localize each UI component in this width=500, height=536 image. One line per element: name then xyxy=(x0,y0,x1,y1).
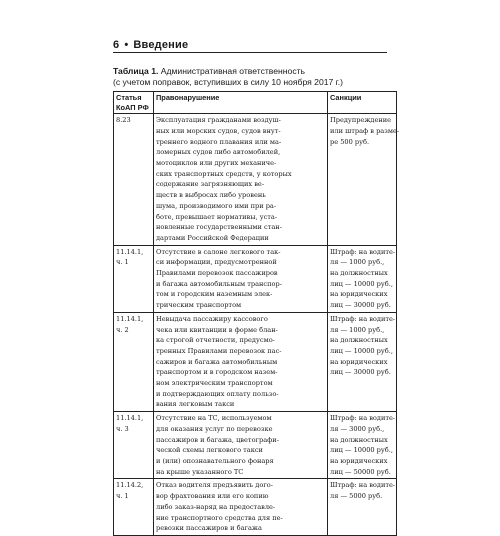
offense-cell-line: транспортом и в городском назем- xyxy=(156,368,278,377)
article-cell xyxy=(114,479,154,536)
offense-cell xyxy=(154,245,328,312)
offense-cell-line: дартами Российской Федерации xyxy=(156,233,269,242)
offense-cell xyxy=(154,114,328,245)
sanction-cell-line: лиц — 10000 руб., xyxy=(330,446,393,455)
sanction-cell-line: Штраф: на водите- xyxy=(330,414,396,423)
article-cell xyxy=(114,245,154,312)
article-cell-line: 11.14.2, xyxy=(116,481,144,490)
column-header-article: Статья КоАП РФ xyxy=(114,92,154,114)
table-caption xyxy=(113,66,403,87)
column-header-offense: Правонарушение xyxy=(154,92,328,114)
running-head xyxy=(113,39,188,51)
table-row xyxy=(114,312,397,411)
article-cell xyxy=(114,312,154,411)
header-rule xyxy=(113,52,387,53)
column-header-sanction: Санкции xyxy=(328,92,397,114)
sanction-cell-line: ля — 5000 руб. xyxy=(330,492,383,501)
offense-cell-line: пассажиров и багажа, цветографи- xyxy=(156,435,279,444)
offense-cell-line: ских транспортных средств, у которых xyxy=(156,169,292,178)
offense-cell-line: Невыдача пассажиру кассового xyxy=(156,314,268,323)
table-header-row xyxy=(114,92,397,114)
caption-note: (с учетом поправок, вступивших в силу 10 ноября 2017 г.) xyxy=(113,76,344,87)
offense-cell-line: треннего водного плавания или ма- xyxy=(156,137,282,146)
sanction-cell xyxy=(328,245,397,312)
offense-cell-line: Отказ водителя предъявить дого- xyxy=(156,481,273,490)
offense-cell-line: боте, превышает нормативы, уста- xyxy=(156,212,278,221)
sanction-cell xyxy=(328,114,400,245)
article-cell-line: ч. 1 xyxy=(116,258,129,267)
offense-cell-line: и (или) опознавательного фонаря xyxy=(156,456,274,465)
sanction-cell-line: лиц — 30000 руб. xyxy=(330,301,391,310)
offense-cell-line: и подтверждающих оплату пользо- xyxy=(156,389,279,398)
sanction-cell-line: ля — 1000 руб., xyxy=(330,258,385,267)
offense-cell-line: Отсутствие на ТС, используемом xyxy=(156,414,272,423)
article-cell-line: ч. 3 xyxy=(116,424,129,433)
offense-cell-line: ломерных судов либо автомобилей, xyxy=(156,148,281,157)
caption-title: Административная ответственность xyxy=(160,66,306,76)
offense-cell-line: на крыше указанного ТС xyxy=(156,467,244,476)
table-row xyxy=(114,479,397,536)
sanction-cell-line: лиц — 10000 руб., xyxy=(330,279,393,288)
article-cell-line: 11.14.1, xyxy=(116,314,144,323)
article-cell-line: 11.14.1, xyxy=(116,414,144,423)
offense-cell-line: и багажа автомобильным транспор- xyxy=(156,279,282,288)
offense-cell xyxy=(154,479,328,536)
offense-cell-line: ка строгой отчетности, предусмо- xyxy=(156,336,275,345)
sanction-cell-line: лиц — 30000 руб. xyxy=(330,368,391,377)
sanctions-table xyxy=(113,91,400,536)
offense-cell-line: ревозки пассажиров и багажа xyxy=(156,524,262,533)
sanction-cell-line: ля — 3000 руб., xyxy=(330,424,385,433)
sanction-cell-line: на юридических xyxy=(330,456,388,465)
sanction-cell-line: Штраф: на водите- xyxy=(330,481,396,490)
offense-cell-line: содержание загрязняющих ве- xyxy=(156,180,265,189)
sanction-cell xyxy=(328,312,397,411)
sanction-cell-line: на юридических xyxy=(330,357,388,366)
caption-label: Таблица 1. xyxy=(113,66,159,76)
offense-cell-line: Эксплуатация гражданами воздуш- xyxy=(156,116,281,125)
offense-cell-line: для оказания услуг по перевозке xyxy=(156,424,273,433)
sanction-cell-line: на должностных xyxy=(330,435,388,444)
article-cell-line: 8.23 xyxy=(116,116,131,125)
offense-cell-line: вания легковым такси xyxy=(156,400,235,409)
offense-cell xyxy=(154,312,328,411)
offense-cell xyxy=(154,412,328,479)
table-body xyxy=(114,114,400,536)
sanction-cell-line: Штраф: на водите- xyxy=(330,314,396,323)
offense-cell-line: Отсутствие в салоне легкового так- xyxy=(156,247,281,256)
offense-cell-line: Правилами перевозок пассажиров xyxy=(156,269,278,278)
sanction-cell xyxy=(328,412,397,479)
page-number: 6 xyxy=(113,39,120,51)
bullet-separator: • xyxy=(124,39,129,51)
offense-cell-line: том и городским наземным элек- xyxy=(156,290,273,299)
offense-cell-line: шума, производимого ими при ра- xyxy=(156,201,277,210)
sanction-cell xyxy=(328,479,397,536)
table-row xyxy=(114,245,397,312)
offense-cell-line: либо заказ-наряд на предоставле- xyxy=(156,502,276,511)
sanction-cell-line: или штраф в разме- xyxy=(330,126,400,135)
sanction-cell-line: Предупреждение xyxy=(330,116,392,125)
offense-cell-line: ном электрическим транспортом xyxy=(156,379,273,388)
sanction-cell-line: на юридических xyxy=(330,290,388,299)
section-title: Введение xyxy=(133,39,189,51)
article-cell-line: 11.14.1, xyxy=(116,247,144,256)
sanction-cell-line: Штраф: на водите- xyxy=(330,247,396,256)
table-row xyxy=(114,412,397,479)
table-row xyxy=(114,114,397,245)
sanction-cell-line: на должностных xyxy=(330,336,388,345)
article-cell xyxy=(114,114,154,245)
offense-cell-line: чека или квитанции в форме блан- xyxy=(156,325,278,334)
sanction-cell-line: лиц — 10000 руб., xyxy=(330,346,393,355)
offense-cell-line: ных или морских судов, судов внут- xyxy=(156,126,281,135)
offense-cell-line: сажиров и багажа автомобильным xyxy=(156,357,278,366)
offense-cell-line: си информации, предусмотренной xyxy=(156,258,277,267)
offense-cell-line: ществ в выбросах либо уровень xyxy=(156,191,266,200)
offense-cell-line: ние транспортного средства для пе- xyxy=(156,513,283,522)
article-cell xyxy=(114,412,154,479)
article-cell-line: ч. 1 xyxy=(116,492,129,501)
offense-cell-line: ческой схемы легкового такси xyxy=(156,446,263,455)
offense-cell-line: тренных Правилами перевозок пас- xyxy=(156,346,282,355)
offense-cell-line: трическим транспортом xyxy=(156,301,242,310)
offense-cell-line: новленные государственными стан- xyxy=(156,223,282,232)
sanction-cell-line: лиц — 50000 руб. xyxy=(330,467,391,476)
sanction-cell-line: на должностных xyxy=(330,269,388,278)
sanction-cell-line: ре 500 руб. xyxy=(330,137,370,146)
article-cell-line: ч. 2 xyxy=(116,325,129,334)
sanction-cell-line: ля — 1000 руб., xyxy=(330,325,385,334)
offense-cell-line: вор фрахтования или его копию xyxy=(156,492,269,501)
offense-cell-line: мотоциклов или других механиче- xyxy=(156,159,277,167)
